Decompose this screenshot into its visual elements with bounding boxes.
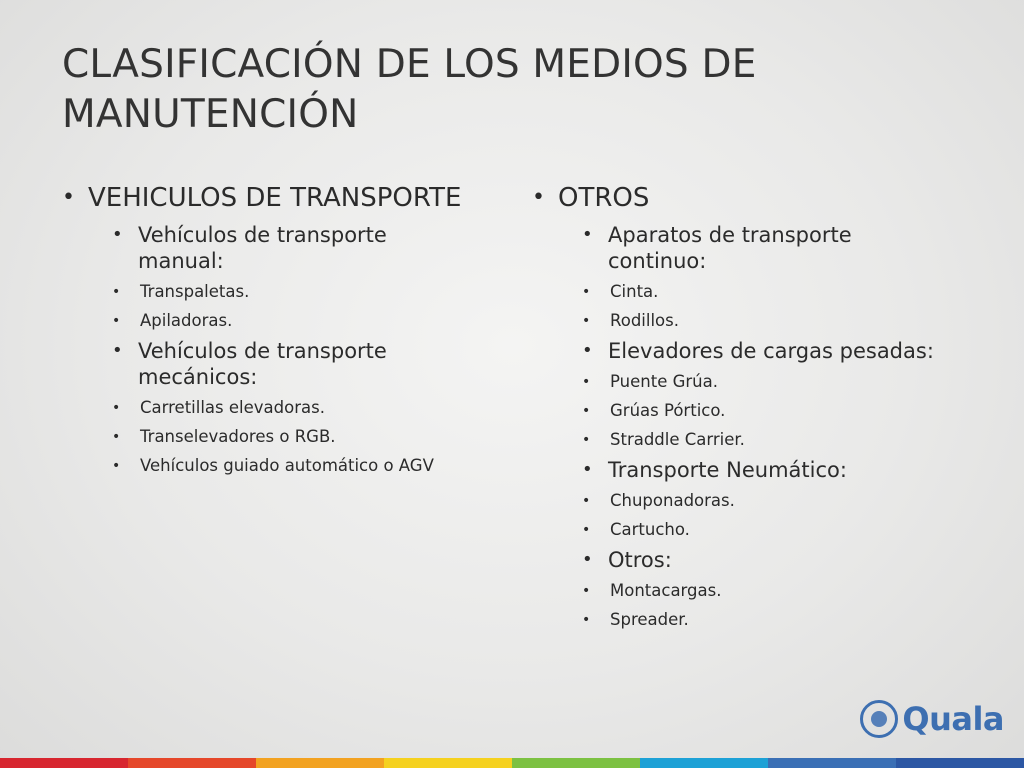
right-group-label	[582, 547, 972, 573]
list-item	[582, 310, 972, 332]
quala-logo	[860, 700, 1004, 738]
list-item-text: Cartucho.	[610, 520, 690, 539]
color-bar-segment	[512, 758, 640, 768]
group-label-line2: mecánicos:	[138, 365, 258, 389]
bullet-icon: •	[582, 459, 593, 480]
bullet-icon: •	[582, 612, 591, 628]
left-column	[62, 180, 502, 479]
color-bar-segment	[256, 758, 384, 768]
list-item	[112, 426, 502, 448]
bullet-icon: •	[582, 549, 593, 570]
right-group-label	[582, 457, 972, 483]
slide-title	[62, 40, 962, 140]
group-label-line2: continuo:	[608, 249, 707, 273]
left-group-label	[112, 222, 502, 274]
bullet-icon: •	[62, 185, 75, 210]
list-item-text: Transelevadores o RGB.	[140, 427, 336, 446]
color-bar-segment	[384, 758, 512, 768]
bullet-icon: •	[532, 185, 545, 210]
right-group-label	[582, 222, 972, 274]
list-item-text: Chuponadoras.	[610, 491, 735, 510]
list-item	[112, 397, 502, 419]
group-label-line1: Vehículos de transporte	[138, 339, 387, 363]
bullet-icon: •	[112, 340, 123, 361]
group-label-line1: Elevadores de cargas pesadas:	[608, 339, 934, 363]
list-item	[582, 281, 972, 303]
group-label-line1: Vehículos de transporte	[138, 223, 387, 247]
left-group-label	[112, 338, 502, 390]
list-item	[582, 490, 972, 512]
list-item	[582, 519, 972, 541]
list-item-text: Vehículos guiado automático o AGV	[140, 456, 434, 475]
bullet-icon: •	[582, 284, 591, 300]
color-bar-segment	[896, 758, 1024, 768]
list-item-text: Spreader.	[610, 610, 689, 629]
list-item-text: Carretillas elevadoras.	[140, 398, 325, 417]
group-label-line2: manual:	[138, 249, 224, 273]
list-item-text: Grúas Pórtico.	[610, 401, 726, 420]
bullet-icon: •	[582, 522, 591, 538]
list-item-text: Transpaletas.	[140, 282, 250, 301]
list-item	[582, 400, 972, 422]
list-item-text: Puente Grúa.	[610, 372, 718, 391]
color-bar-segment	[128, 758, 256, 768]
bullet-icon: •	[582, 340, 593, 361]
list-item	[112, 310, 502, 332]
list-item	[582, 371, 972, 393]
bullet-icon: •	[112, 313, 121, 329]
bullet-icon: •	[112, 224, 123, 245]
bullet-icon: •	[582, 583, 591, 599]
bullet-icon: •	[582, 313, 591, 329]
color-bar-segment	[0, 758, 128, 768]
group-label-line1: Transporte Neumático:	[608, 458, 847, 482]
color-bar-segment	[768, 758, 896, 768]
right-group-label	[582, 338, 972, 364]
bullet-icon: •	[582, 403, 591, 419]
list-item	[582, 429, 972, 451]
list-item	[582, 580, 972, 602]
right-heading-item	[532, 180, 972, 216]
list-item	[582, 609, 972, 631]
footer-color-bar	[0, 758, 1024, 768]
list-item-text: Rodillos.	[610, 311, 679, 330]
list-item	[112, 455, 440, 477]
bullet-icon: •	[582, 493, 591, 509]
bullet-icon: •	[112, 284, 121, 300]
list-item-text: Cinta.	[610, 282, 659, 301]
list-item-text: Straddle Carrier.	[610, 430, 745, 449]
group-label-line1: Otros:	[608, 548, 672, 572]
bullet-icon: •	[582, 224, 593, 245]
logo-text: Quala	[902, 700, 1004, 738]
bullet-icon: •	[112, 400, 121, 416]
left-heading-item	[62, 180, 502, 216]
list-item-text: Montacargas.	[610, 581, 722, 600]
slide-title-line2: MANUTENCIÓN	[62, 92, 359, 137]
right-column	[532, 180, 972, 633]
left-heading: VEHICULOS DE TRANSPORTE	[88, 183, 462, 213]
group-label-line1: Aparatos de transporte	[608, 223, 852, 247]
bullet-icon: •	[582, 432, 591, 448]
right-heading: OTROS	[558, 183, 650, 213]
list-item-text: Apiladoras.	[140, 311, 233, 330]
list-item	[112, 281, 502, 303]
lion-head-icon	[860, 700, 898, 738]
slide-title-line1: CLASIFICACIÓN DE LOS MEDIOS DE	[62, 42, 757, 87]
color-bar-segment	[640, 758, 768, 768]
bullet-icon: •	[112, 429, 121, 445]
bullet-icon: •	[112, 458, 121, 474]
bullet-icon: •	[582, 374, 591, 390]
